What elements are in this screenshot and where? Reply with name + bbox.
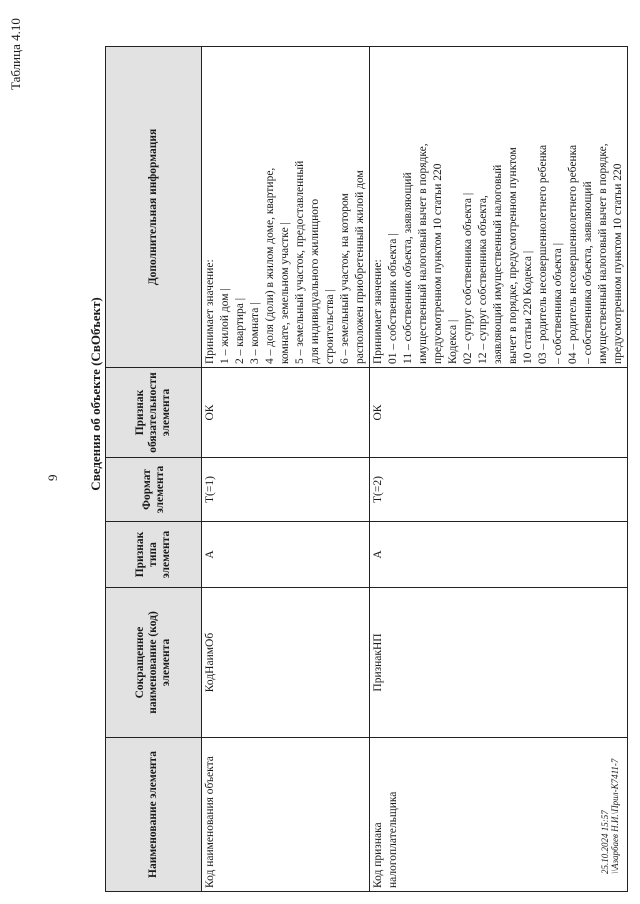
header-element-code: Сокращенное наименование (код) элемента	[106, 588, 202, 738]
info-line: имущественный налоговый вычет в порядке,	[597, 143, 609, 364]
info-line: Принимает значение:	[204, 259, 216, 364]
info-line: Кодекса |	[447, 319, 459, 364]
footer-timestamp: 25.10.2024 15:57	[600, 810, 610, 874]
cell-name: Код наименования объекта	[202, 738, 370, 892]
header-additional-info: Дополнительная информация	[106, 47, 202, 368]
cell-required: ОК	[202, 368, 370, 458]
footer-path: \\Азарбаев Н.И.\Прил-К7411-7	[610, 758, 620, 874]
cell-info	[370, 47, 628, 368]
cell-format: T(=2)	[370, 458, 628, 522]
info-line: 5 – земельный участок, предоставленный	[294, 160, 306, 364]
table-row	[370, 47, 628, 892]
info-line: строительства |	[324, 289, 336, 364]
header-element-type: Признак типа элемента	[106, 522, 202, 588]
info-line: 2 – квартира |	[234, 297, 246, 364]
cell-format: T(=1)	[202, 458, 370, 522]
info-line: 11 – собственник объекта, заявляющий	[402, 172, 414, 364]
data-table	[105, 46, 628, 892]
info-line: 02 – супруг собственника объекта |	[462, 192, 474, 364]
info-line: 04 – родитель несовершеннолетнего ребенка	[567, 144, 579, 364]
info-line: – собственника объекта, заявляющий	[582, 181, 594, 364]
info-line: имущественный налоговый вычет в порядке,	[417, 143, 429, 364]
header-element-required: Признак обязательности элемента	[106, 368, 202, 458]
info-line: для индивидуального жилищного	[309, 198, 321, 364]
info-line: 03 – родитель несовершеннолетнего ребенка	[537, 144, 549, 364]
info-line: 10 статьи 220 Кодекса |	[522, 250, 534, 364]
info-line: 6 – земельный участок, на котором	[339, 193, 351, 364]
info-line: заявляющий имущественный налоговый	[492, 164, 504, 364]
cell-required: ОК	[370, 368, 628, 458]
info-line: вычет в порядке, предусмотренном пунктом	[507, 147, 519, 364]
info-line: – собственника объекта |	[552, 242, 564, 364]
cell-info	[202, 47, 370, 368]
table-row	[202, 47, 370, 892]
cell-name: Код признака налогоплательщика	[370, 738, 628, 892]
cell-type: А	[370, 522, 628, 588]
info-line: Принимает значение:	[372, 259, 384, 364]
info-line: 01 – собственник объекта |	[387, 233, 399, 364]
document-footer	[600, 759, 620, 874]
info-line: предусмотренном пунктом 10 статьи 220	[612, 163, 624, 364]
info-line: 1 – жилой дом |	[219, 288, 231, 364]
table-label: Таблица 4.10	[8, 18, 23, 90]
header-element-format: Формат элемента	[106, 458, 202, 522]
info-line: комнате, земельном участке |	[279, 222, 291, 364]
cell-code: ПризнакНП	[370, 588, 628, 738]
table-header-row	[106, 47, 202, 892]
page-number: 9	[45, 474, 60, 481]
info-line: расположен приобретенный жилой дом	[354, 170, 366, 364]
info-line: предусмотренном пунктом 10 статьи 220	[432, 163, 444, 364]
cell-code: КодНаимОб	[202, 588, 370, 738]
info-line: 3 – комната |	[249, 302, 261, 364]
header-element-name: Наименование элемента	[106, 738, 202, 892]
table-title: Сведения об объекте (СвОбъект)	[88, 297, 103, 491]
cell-type: А	[202, 522, 370, 588]
info-line: 4 – доля (доли) в жилом доме, квартире,	[264, 167, 276, 364]
info-line: 12 – супруг собственника объекта,	[477, 195, 489, 364]
